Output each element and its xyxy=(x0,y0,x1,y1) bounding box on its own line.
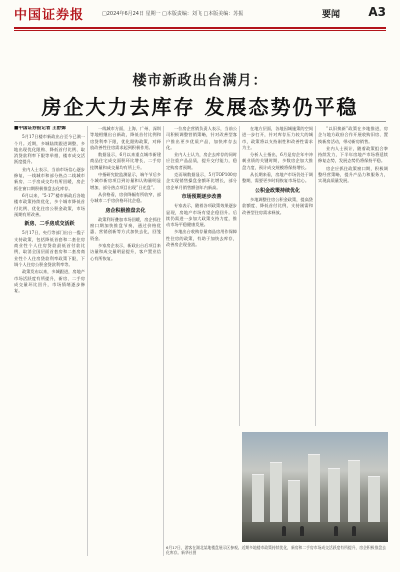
paragraph: 房企应抓住政策窗口期，积极调整经营策略，提升产品力和服务力，实现高质量发展。 xyxy=(318,165,388,184)
photo-building xyxy=(252,474,264,524)
article-headline: 房企大力去库存 发展态势仍平稳 xyxy=(41,95,359,119)
photo-ground xyxy=(242,522,388,542)
dateline: □2024年6月24日 星期一 □本版责编：刘飞 □本版美编：苏振 xyxy=(102,11,244,17)
article-column-1 xyxy=(14,126,85,556)
paragraph: 多地调整住房公积金政策，提高贷款额度、降低首付比例，支持刚需和改善型住房需求释放。 xyxy=(242,196,313,215)
photo-building xyxy=(348,460,360,524)
paragraph: 从长期来看，房地产市场仍处于调整期，需要更多时间恢复市场信心。 xyxy=(242,172,313,184)
paragraph: 数据显示，6月以来重点城市新建商品住宅成交面积环比增长，二手房挂牌量和成交量均有所上升。 xyxy=(90,152,161,170)
paragraph: 业内人士表示，当前市场信心逐步修复，一线城市和部分热点二线城市新房、二手房成交均有所回暖，房企抓住窗口期积极推盘去化库存。 xyxy=(14,166,85,191)
news-photo xyxy=(242,432,388,542)
article-column-3 xyxy=(166,126,237,556)
column-divider xyxy=(315,126,316,426)
article-column-4 xyxy=(242,126,313,426)
column-divider xyxy=(239,126,240,426)
paragraph: 政策利好叠加市场回暖，房企抓住窗口期加快推盘节奏，通过价格优惠、营销创新等方式加快去化，回笼资金。 xyxy=(90,216,161,241)
article-byline: ■中国证券报记者 王舒嫄 xyxy=(14,126,66,131)
article-column-5 xyxy=(318,126,388,426)
photo-person xyxy=(282,526,286,536)
paragraph: 从价格看，房价降幅有所收窄，部分城市二手房价格环比企稳。 xyxy=(90,191,161,204)
subheading: 公积金政策持续优化 xyxy=(254,187,300,194)
newspaper-logo: 中国证券报 xyxy=(14,8,85,23)
headline-rule xyxy=(14,121,386,122)
column-divider xyxy=(163,126,164,556)
masthead xyxy=(14,4,386,26)
paragraph: 多地出台收购存量商品房用作保障性住房的政策，有助于加快去库存，改善房企现金流。 xyxy=(166,229,237,248)
masthead-thin-rule xyxy=(14,30,386,31)
subheading: 新房、二手房成交活跃 xyxy=(24,221,75,228)
column-divider xyxy=(87,126,88,556)
photo-building xyxy=(328,468,340,524)
photo-caption: 6月17日，游客在湖北某地楼盘展示区参观。近期多地楼市政策持续优化，新房和二手房市场成交活跃度有所提升，房企积极推盘去化库存。新华社图 xyxy=(166,545,386,556)
article-kicker: 楼市新政出台满月： xyxy=(132,73,268,89)
paragraph: 多家房企表示，新政出台后项目来访量和成交量明显提升，客户置业信心有所恢复。 xyxy=(90,243,161,261)
photo-building xyxy=(288,480,300,524)
page-number: A3 xyxy=(368,5,386,19)
paragraph: 一位房企营销负责人表示，当前公司积极调整营销策略，针对改善型客户推出更多优质产品，加快库存去化。 xyxy=(166,126,237,150)
section-name: 要闻 xyxy=(321,10,340,20)
photo-building xyxy=(368,476,380,524)
paragraph: 克而瑞数据显示，5月TOP100房企实现销售操盘金额环比增长，部分房企单月销售额创年内新高。 xyxy=(166,172,237,190)
subheading: 市场预期逐步改善 xyxy=(181,193,222,200)
paragraph: 政策发布以来，多城跟进，房地产市场活跃度有所提升，新房、二手房成交量环比回升，市场情绪逐步修复。 xyxy=(14,269,85,294)
paragraph: 5月17日，央行等部门出台一揽子支持政策，包括降低首套和二套住房商业性个人住房贷款最低首付款比例，取消全国层面首套房和二套房商业性个人住房贷款利率政策下限，下调个人住房公积金贷款利率等。 xyxy=(14,230,85,267)
photo-building xyxy=(270,462,282,524)
masthead-rule xyxy=(14,27,386,29)
paragraph: 专家表示，随着各项政策效果逐步显现，房地产市场有望企稳回升。后续仍需进一步加大政策支持力度，推动市场平稳健康发展。 xyxy=(166,203,237,228)
paragraph: 业内人士预计，随着政策组合拳持续发力，下半年房地产市场将延续修复态势，发展态势仍将保持平稳。 xyxy=(318,145,388,164)
paragraph: 分析人士指出，6月是房企年中冲刺业绩的关键时期，多数房企加大推盘力度，预计成交规模将保持增长。 xyxy=(242,152,313,170)
photo-building xyxy=(308,454,320,524)
paragraph: 一线城市方面，上海、广州、深圳等地相继出台新政，降低首付比例和房贷利率下限，优化限购政策，对释放改善性住房需求起到积极作用。 xyxy=(90,126,161,150)
photo-person xyxy=(300,526,304,536)
article-column-2 xyxy=(90,126,161,556)
paragraph: 中指研究院监测显示，端午节后多个城市新房项目到访量和认购量明显增加，部分热点项目出现“日光盘”。 xyxy=(90,172,161,190)
paragraph: 在地方层面，各地因城施策的空间进一步打开，针对库存压力较大的城市，政策将以支持刚性和改善性需求为主。 xyxy=(242,126,313,150)
paragraph: 业内人士认为，房企去库存的同时应注重产品品质，提升交付能力，稳定购房者预期。 xyxy=(166,152,237,170)
photo-person xyxy=(334,526,338,536)
photo-person xyxy=(352,526,356,536)
subheading: 房企积极推盘去化 xyxy=(105,207,146,214)
paragraph: 5月17日楼市新政出台至今已满一个月。近期，多城陆续跟进调整，多地出现优化限购、降低首付比例、取消贷款利率下限等举措，楼市成交活跃度提升。 xyxy=(14,134,85,165)
paragraph: 6月以来，“5·17”楼市新政后各地楼市政策持续优化，多个城市降低首付比例、优化住房公积金政策，市场预期有所改善。 xyxy=(14,192,85,217)
paragraph: “以旧换新”政策在多地推进，房企与地方政府合作开展收购旧房、置换新房活动，带动新房销售。 xyxy=(318,126,388,144)
